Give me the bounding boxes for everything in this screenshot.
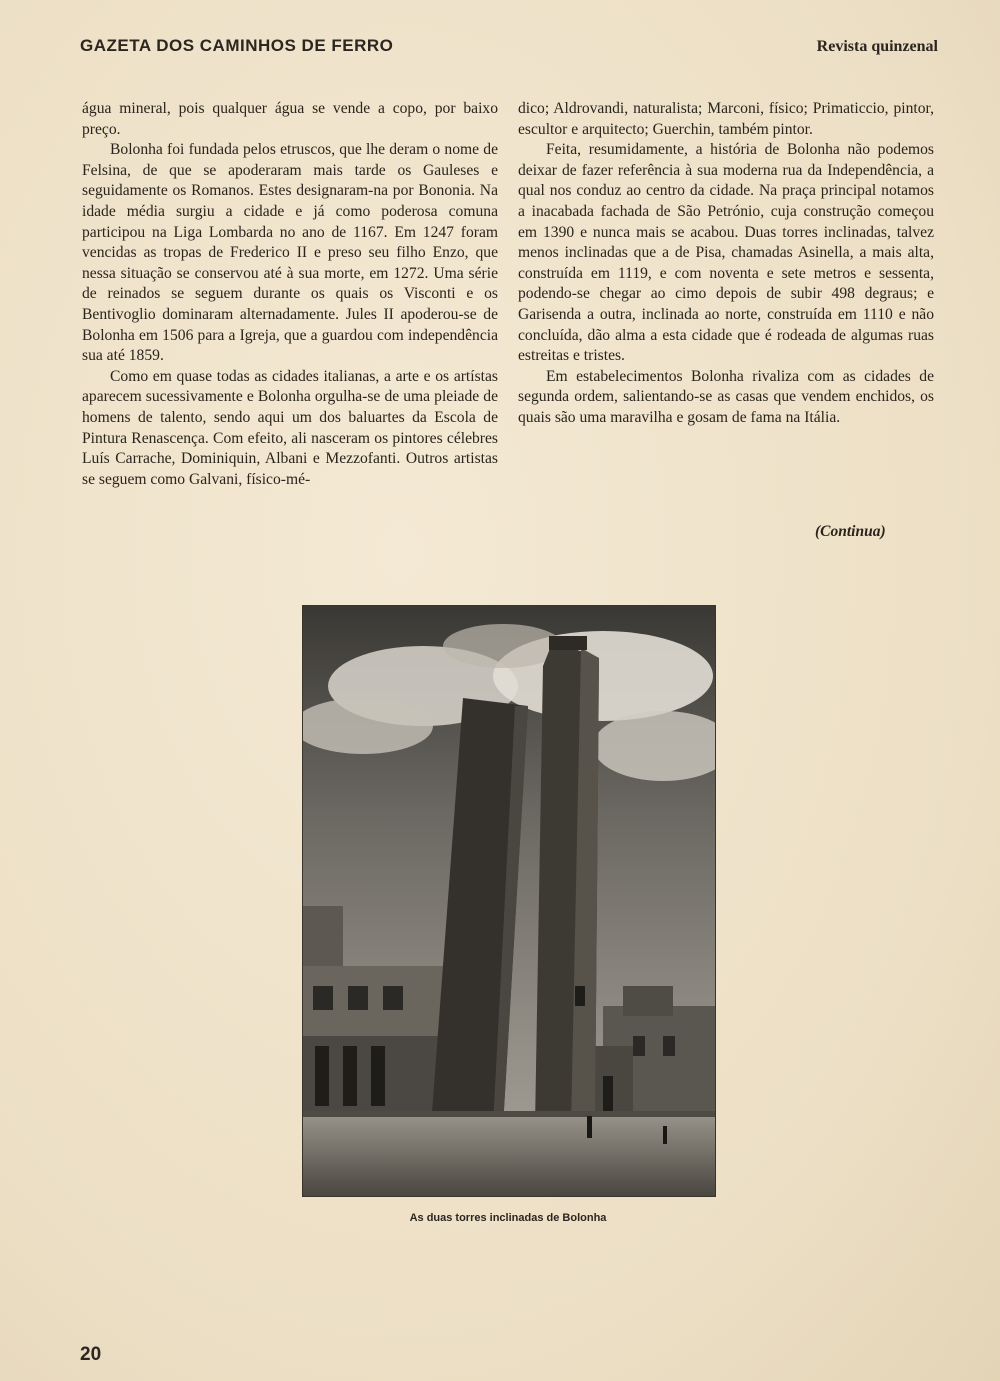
publication-title: GAZETA DOS CAMINHOS DE FERRO bbox=[80, 36, 394, 55]
photo-caption: As duas torres inclinadas de Bolonha bbox=[409, 1212, 607, 1224]
towers-illustration bbox=[303, 606, 715, 1196]
publication-subtitle: Revista quinzenal bbox=[816, 38, 938, 55]
towers-photograph bbox=[302, 605, 716, 1197]
paragraph: água mineral, pois qualquer água se vende a copo, por baixo preço. bbox=[82, 100, 498, 138]
article-right-column bbox=[518, 99, 934, 429]
continued-marker: (Continua) bbox=[815, 523, 886, 540]
paragraph: Feita, resumidamente, a história de Bolonha não podemos deixar de fazer referência à sua moderna rua da Independência, a qual nos conduz ao centro da cidade. Na praça principal notamos a inacabada fachada de São Petrónio, cuja construção começou em 1390 e nunca mais se acabou. Duas torres inclinadas, talvez menos inclinadas que a de Pisa, chamadas Asinella, a mais alta, construída em 1119, e com noventa e sete metros e sessenta, podendo-se chegar ao cimo depois de subir 498 degraus; e Garisenda a outra, inclinada ao norte, construída em 1110 e não concluída, dão alma a esta cidade que é rodeada de algumas ruas estreitas e tristes. bbox=[518, 141, 934, 365]
paragraph: Como em quase todas as cidades italianas, a arte e os artístas aparecem sucessivamente e Bolonha orgulha-se de uma pleiade de homens de talento, sendo aqui um dos baluartes da Escola de Pintura Renascença. Com efeito, ali nasceram os pintores célebres Luís Carrache, Dominiquin, Albani e Mezzofanti. Outros artistas se seguem como Galvani, físico-mé- bbox=[82, 367, 498, 488]
paragraph: Bolonha foi fundada pelos etruscos, que lhe deram o nome de Felsina, de que se apoderaram mais tarde os Gauleses e seguidamente os Romanos. Estes designaram-na por Bononia. Na idade média surgiu a cidade e já como poderosa comuna participou na Liga Lombarda no ano de 1167. Em 1247 foram vencidas as tropas de Frederico II e preso seu filho Enzo, que nessa situação se conservou até à sua morte, em 1272. Uma série de reinados se seguem durante os quais os Visconti e os Bentivoglio dominaram alternadamente. Jules II apoderou-se de Bolonha em 1506 para a Igreja, que a guardou com independência sua até 1859. bbox=[82, 141, 498, 365]
paragraph: dico; Aldrovandi, naturalista; Marconi, físico; Primaticcio, pintor, escultor e arquitecto; Guerchin, também pintor. bbox=[518, 100, 934, 138]
paragraph: Em estabelecimentos Bolonha rivaliza com as cidades de segunda ordem, salientando-se as casas que vendem enchidos, os quais são uma maravilha e gosam de fama na Itália. bbox=[518, 367, 934, 426]
article-left-column bbox=[82, 99, 498, 490]
page-number: 20 bbox=[80, 1344, 102, 1365]
